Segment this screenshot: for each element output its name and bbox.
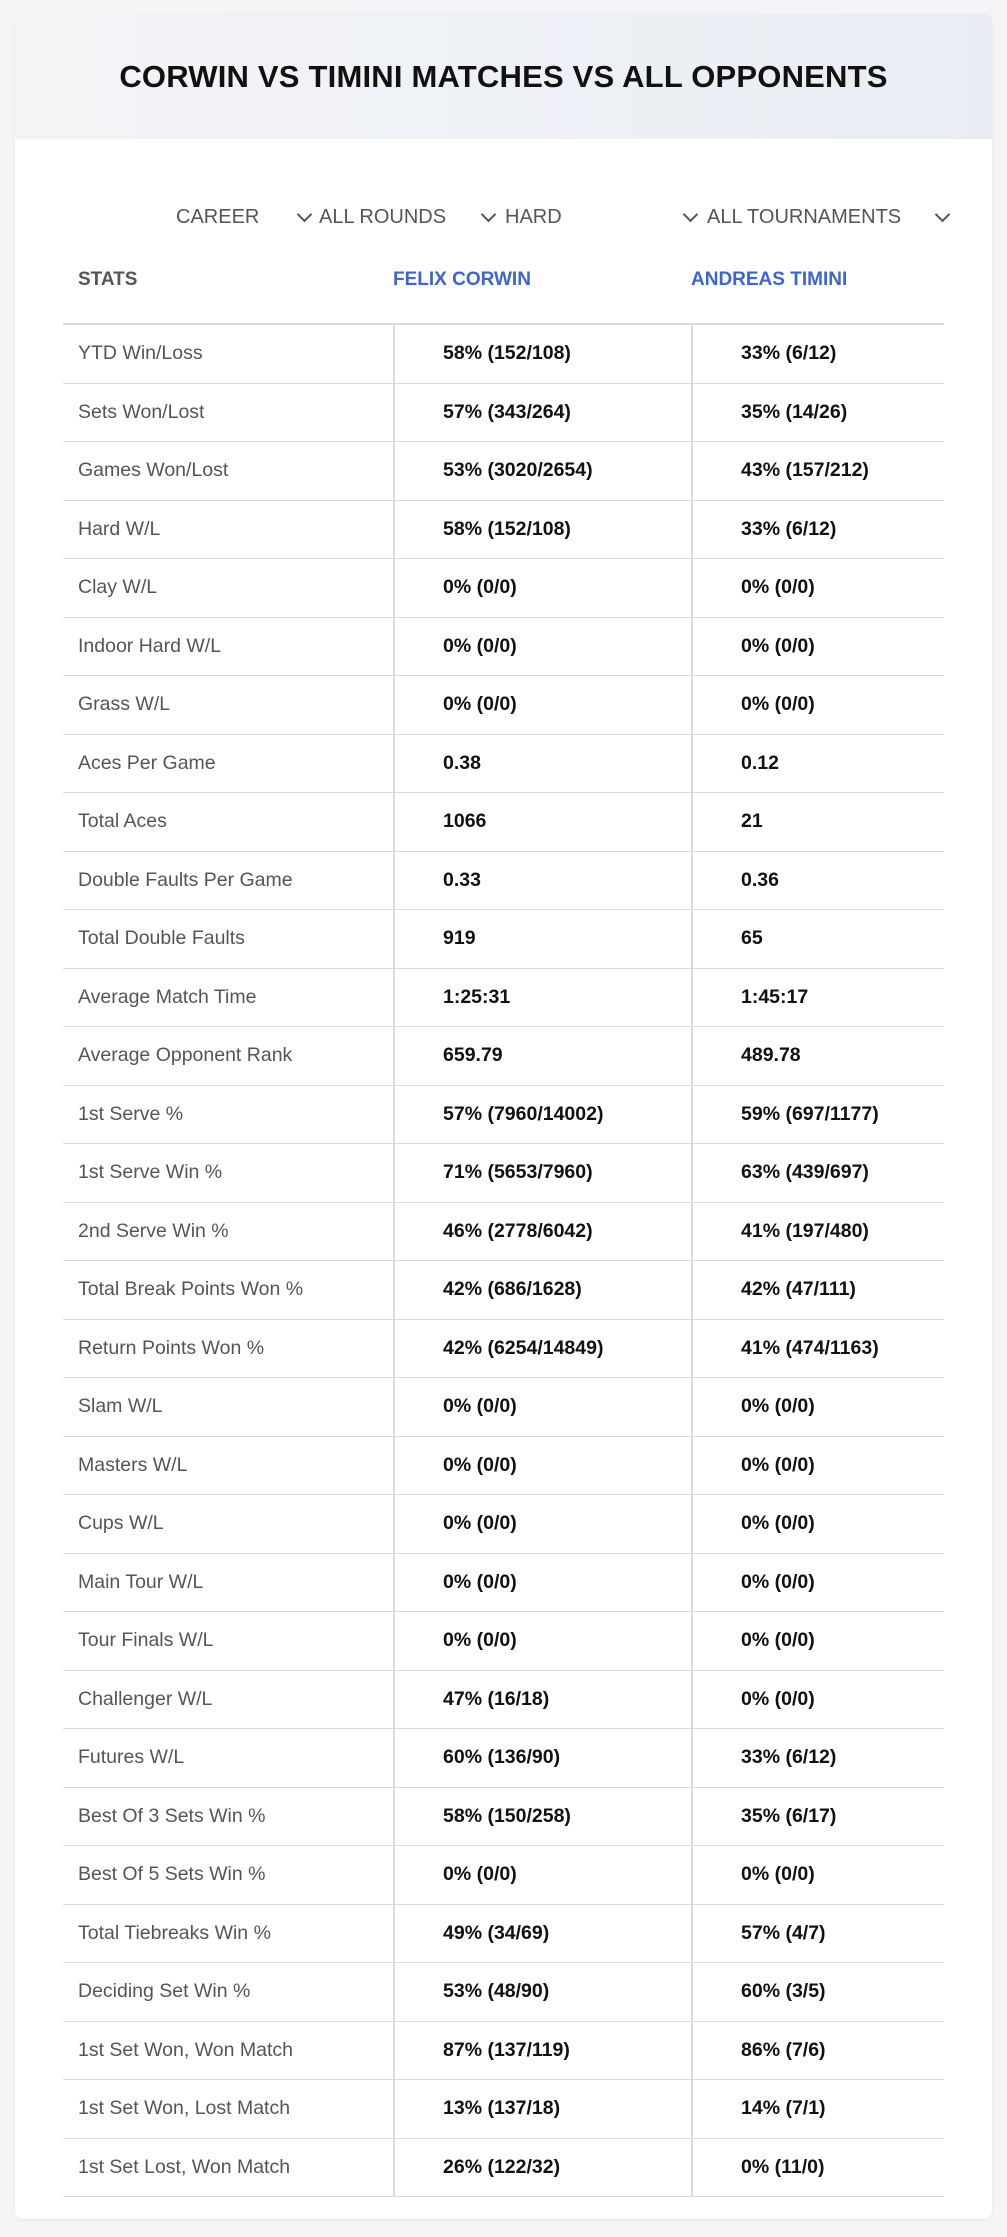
player1-value: 919 [443,927,476,950]
player2-value: 86% (7/6) [741,2038,826,2061]
player2-value: 0% (0/0) [741,1395,815,1418]
table-row [63,1671,944,1730]
player1-value: 1066 [443,810,487,833]
stat-label: Cups W/L [78,1512,164,1535]
player1-value: 0.33 [443,868,481,891]
chevron-down-icon [935,207,951,223]
table-row [63,910,944,969]
player1-value: 47% (16/18) [443,1687,550,1710]
stat-label: Slam W/L [78,1395,163,1418]
table-row [63,1905,944,1964]
player1-value: 42% (686/1628) [443,1278,582,1301]
player2-value: 0% (0/0) [741,1629,815,1652]
player1-value: 0% (0/0) [443,1863,517,1886]
surface-select[interactable] [505,189,702,245]
player1-value: 0.38 [443,751,481,774]
player2-value: 43% (157/212) [741,459,869,482]
player1-value: 57% (343/264) [443,400,571,423]
stat-label: Grass W/L [78,693,171,716]
stat-label: Hard W/L [78,517,161,540]
stat-label: Double Faults Per Game [78,868,293,891]
stat-label: Return Points Won % [78,1336,265,1359]
player1-value: 58% (152/108) [443,517,571,540]
column-header-stats: STATS [78,269,138,290]
chevron-down-icon [683,207,699,223]
surface-select-value: HARD [505,205,562,228]
stat-label: 1st Set Lost, Won Match [78,2155,291,2178]
stat-label: 1st Set Won, Won Match [78,2038,293,2061]
player2-value: 0% (0/0) [741,634,815,657]
stat-label: 1st Serve % [78,1102,184,1125]
player2-value: 33% (6/12) [741,1746,837,1769]
table-row [63,442,944,501]
period-select-value: CAREER [176,205,260,228]
table-row [63,384,944,443]
player1-value: 0% (0/0) [443,1629,517,1652]
player2-value: 14% (7/1) [741,2097,826,2120]
stat-label: 1st Serve Win % [78,1161,223,1184]
table-row [63,1203,944,1262]
player1-value: 0% (0/0) [443,1395,517,1418]
table-row [63,325,944,384]
table-row [63,969,944,1028]
stat-label: Games Won/Lost [78,459,229,482]
table-row [63,1144,944,1203]
player2-value: 0% (0/0) [741,1453,815,1476]
table-row [63,2139,944,2198]
player1-value: 57% (7960/14002) [443,1102,604,1125]
player2-value: 1:45:17 [741,985,809,1008]
card-header [15,14,992,139]
table-row [63,1963,944,2022]
player1-value: 659.79 [443,1044,503,1067]
player1-value: 60% (136/90) [443,1746,561,1769]
period-select[interactable] [176,189,314,245]
player1-value: 87% (137/119) [443,2038,570,2061]
player1-value: 0% (0/0) [443,1570,517,1593]
table-row [63,1261,944,1320]
chevron-down-icon [297,207,313,223]
stat-label: Total Tiebreaks Win % [78,1921,271,1944]
table-row [63,676,944,735]
stat-label: Total Break Points Won % [78,1278,304,1301]
player2-value: 0% (0/0) [741,1687,815,1710]
table-row [63,1554,944,1613]
table-row [63,1495,944,1554]
table-row [63,559,944,618]
player2-value: 33% (6/12) [741,517,837,540]
player1-value: 1:25:31 [443,985,511,1008]
stat-label: Masters W/L [78,1453,188,1476]
stat-label: Challenger W/L [78,1687,213,1710]
player2-value: 0% (0/0) [741,576,815,599]
tournaments-select[interactable] [707,189,952,245]
player1-value: 26% (122/32) [443,2155,561,2178]
player1-value: 53% (3020/2654) [443,459,593,482]
player2-value: 42% (47/111) [741,1278,856,1301]
player1-value: 0% (0/0) [443,693,517,716]
tournaments-select-value: ALL TOURNAMENTS [707,205,902,228]
player2-value: 0.12 [741,751,779,774]
player1-value: 71% (5653/7960) [443,1161,593,1184]
table-row [63,735,944,794]
table-row [63,1846,944,1905]
stat-label: Total Double Faults [78,927,245,950]
player1-value: 0% (0/0) [443,634,517,657]
stat-label: Average Match Time [78,985,257,1008]
stats-card [15,14,992,2219]
player2-value: 0% (0/0) [741,1863,815,1886]
table-body [63,325,944,2197]
table-row [63,1437,944,1496]
player1-value: 53% (48/90) [443,1980,550,2003]
table-row [63,1320,944,1379]
stat-label: 2nd Serve Win % [78,1219,229,1242]
stat-label: Clay W/L [78,576,158,599]
stat-label: Indoor Hard W/L [78,634,222,657]
player2-value: 35% (14/26) [741,400,848,423]
stat-label: Tour Finals W/L [78,1629,214,1652]
player2-value: 489.78 [741,1044,801,1067]
table-row [63,1729,944,1788]
column-divider [393,323,395,2197]
column-header-player1[interactable]: FELIX CORWIN [393,269,531,290]
table-row [63,1027,944,1086]
player2-value: 33% (6/12) [741,342,837,365]
stat-label: Deciding Set Win % [78,1980,251,2003]
player2-value: 35% (6/17) [741,1804,837,1827]
stat-label: Best Of 5 Sets Win % [78,1863,266,1886]
stat-label: Total Aces [78,810,167,833]
player2-value: 0% (0/0) [741,693,815,716]
player2-value: 21 [741,810,763,833]
page-title: CORWIN VS TIMINI MATCHES VS ALL OPPONENTS [119,58,888,94]
rounds-select-value: ALL ROUNDS [319,205,447,228]
player2-value: 65 [741,927,763,950]
column-header-player2[interactable]: ANDREAS TIMINI [691,269,848,290]
table-row [63,1378,944,1437]
stat-label: Futures W/L [78,1746,185,1769]
player2-value: 41% (474/1163) [741,1336,879,1359]
stats-table [63,247,944,2197]
stat-label: Average Opponent Rank [78,1044,293,1067]
stat-label: 1st Set Won, Lost Match [78,2097,291,2120]
stat-label: Best Of 3 Sets Win % [78,1804,266,1827]
player1-value: 13% (137/18) [443,2097,561,2120]
player2-value: 60% (3/5) [741,1980,826,2003]
stat-label: Aces Per Game [78,751,216,774]
table-row [63,501,944,560]
player2-value: 41% (197/480) [741,1219,869,1242]
chevron-down-icon [481,207,497,223]
player1-value: 0% (0/0) [443,576,517,599]
table-header [63,247,944,325]
player1-value: 42% (6254/14849) [443,1336,604,1359]
table-row [63,2080,944,2139]
player1-value: 58% (150/258) [443,1804,571,1827]
table-row [63,618,944,677]
player1-value: 46% (2778/6042) [443,1219,593,1242]
stat-label: YTD Win/Loss [78,342,203,365]
table-row [63,852,944,911]
player2-value: 0% (0/0) [741,1570,815,1593]
column-divider [691,323,693,2197]
stat-label: Sets Won/Lost [78,400,205,423]
player2-value: 59% (697/1177) [741,1102,879,1125]
player1-value: 0% (0/0) [443,1453,517,1476]
player1-value: 0% (0/0) [443,1512,517,1535]
player2-value: 0% (0/0) [741,1512,815,1535]
player1-value: 49% (34/69) [443,1921,550,1944]
table-row [63,1086,944,1145]
table-row [63,2022,944,2081]
table-row [63,793,944,852]
table-row [63,1788,944,1847]
stat-label: Main Tour W/L [78,1570,204,1593]
player2-value: 57% (4/7) [741,1921,826,1944]
table-row [63,1612,944,1671]
player1-value: 58% (152/108) [443,342,571,365]
rounds-select[interactable] [319,189,499,245]
player2-value: 0% (11/0) [741,2155,825,2178]
player2-value: 0.36 [741,868,779,891]
player2-value: 63% (439/697) [741,1161,869,1184]
filter-bar [15,189,992,245]
